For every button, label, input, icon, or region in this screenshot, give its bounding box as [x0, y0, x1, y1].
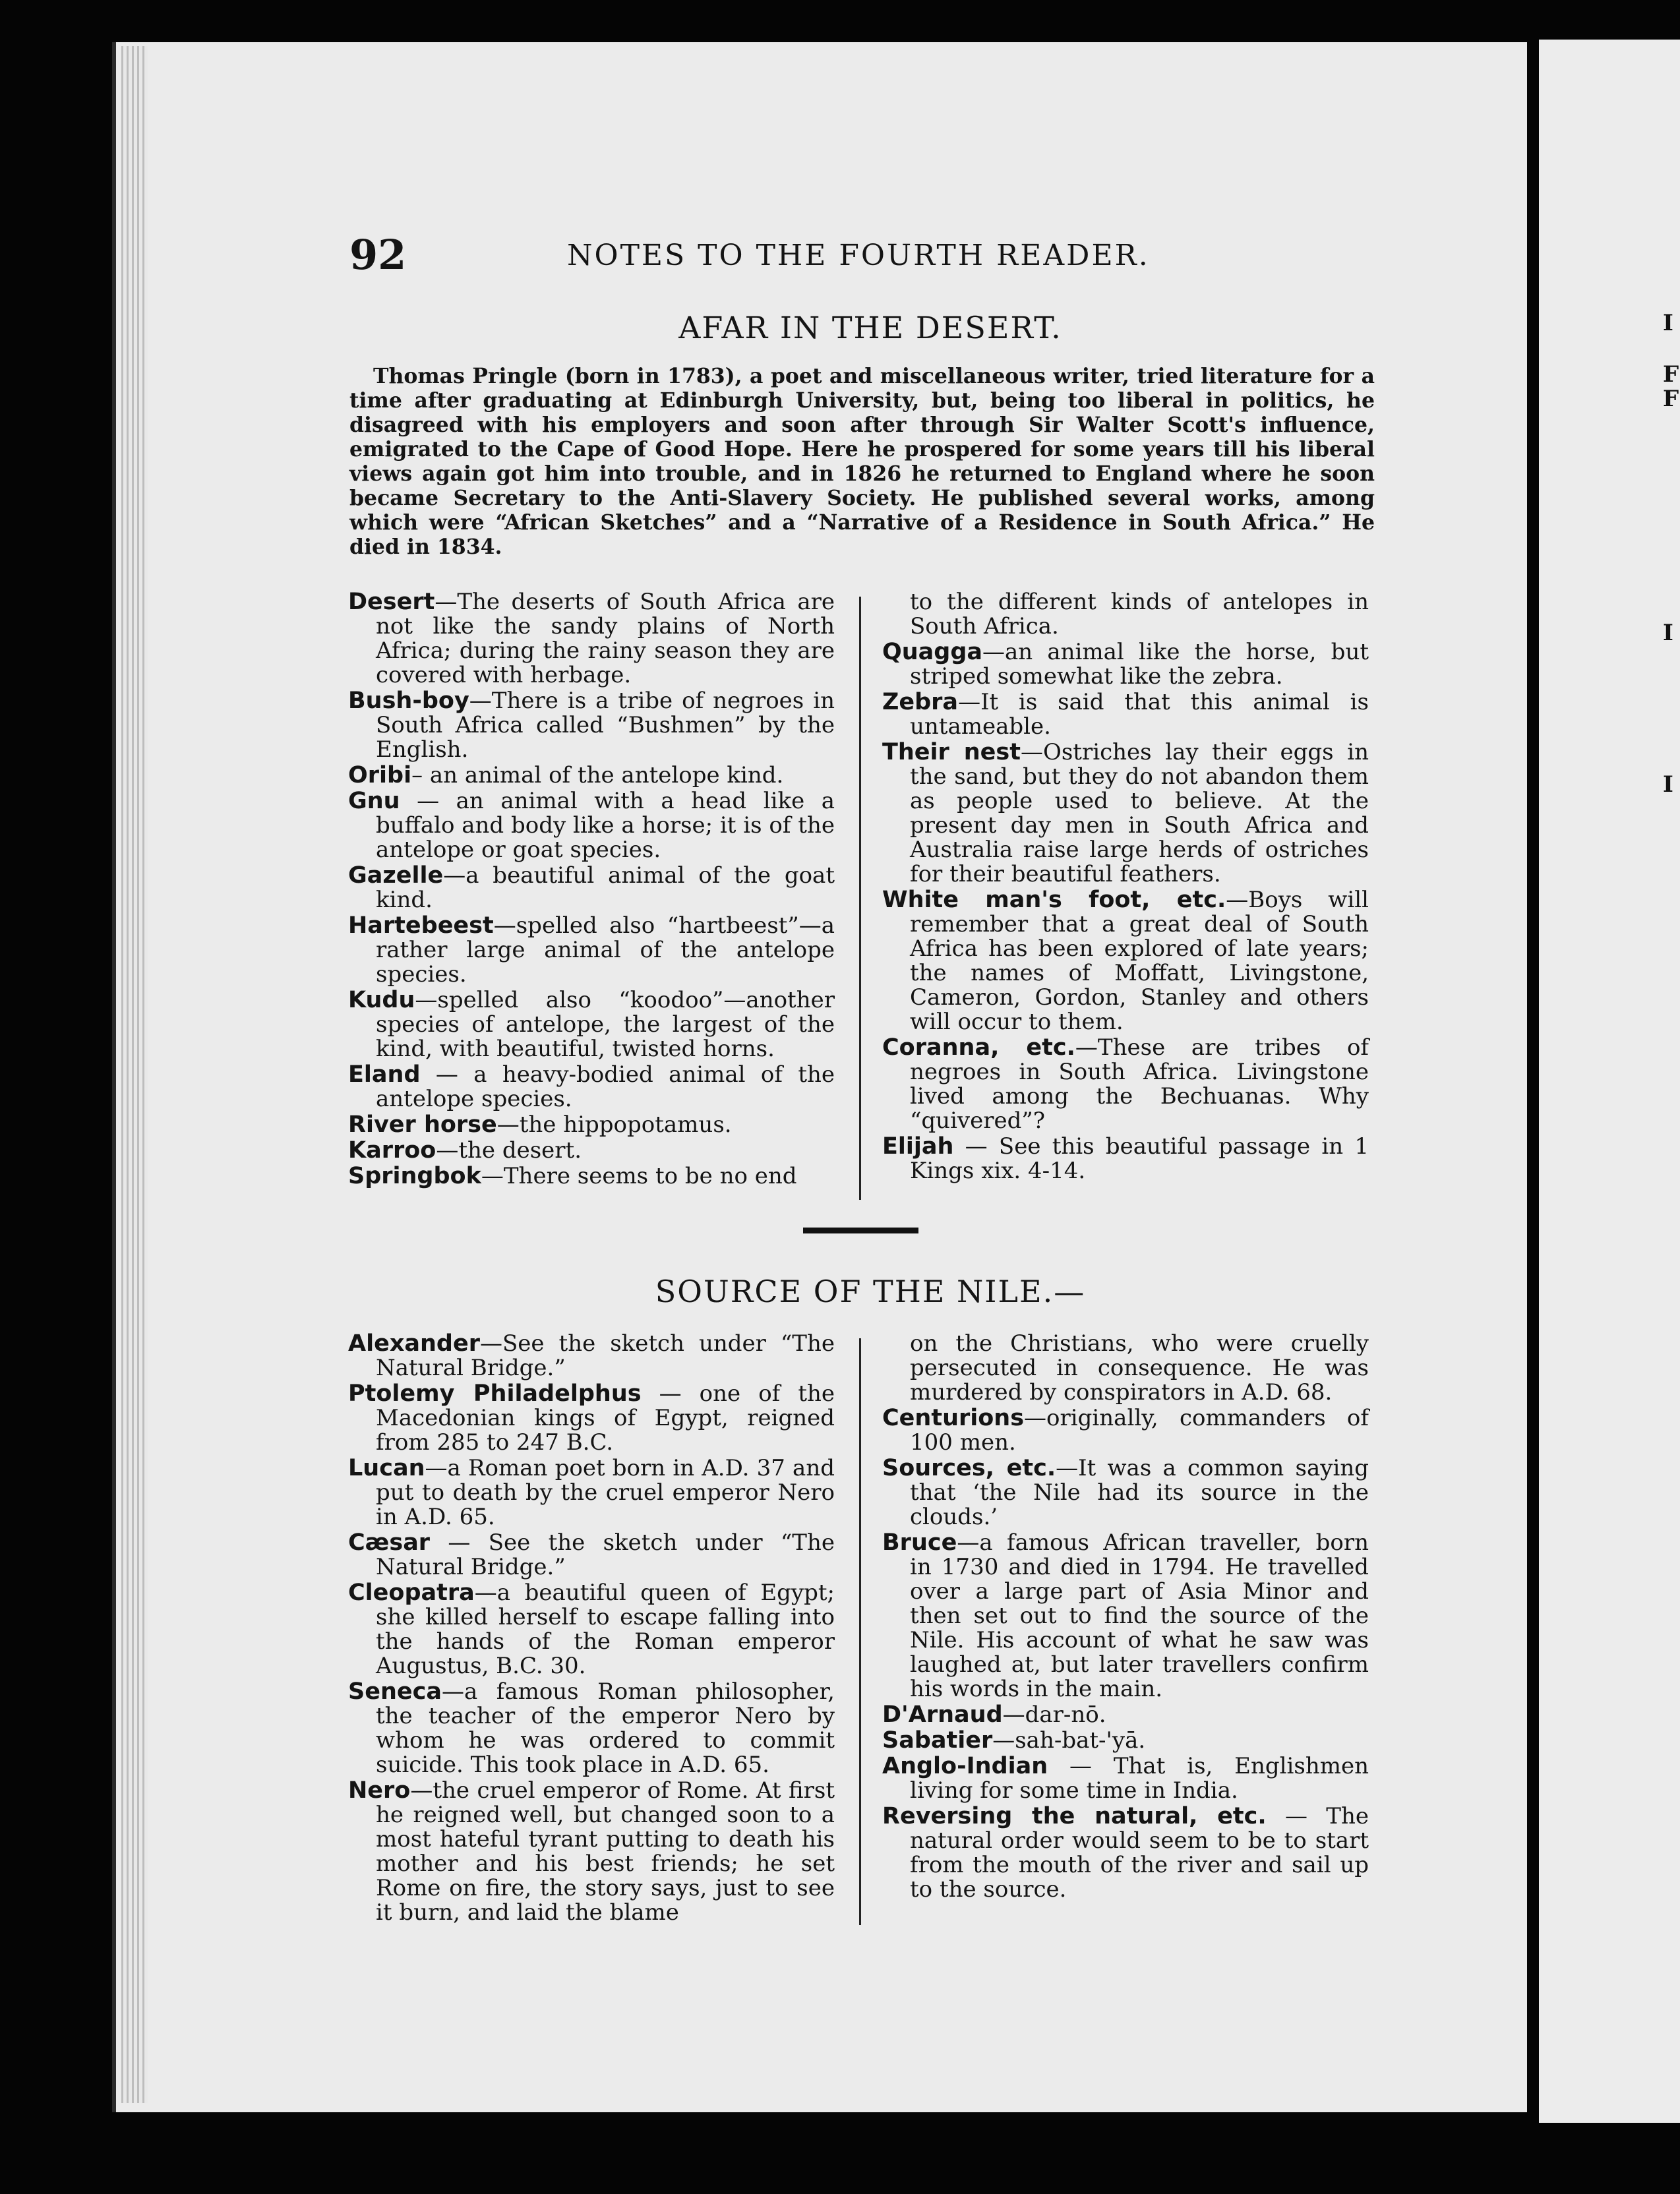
glossary-entry — [348, 914, 835, 987]
glossary-term: Centurions — [882, 1405, 1025, 1431]
section-title-afar: AFAR IN THE DESERT. — [678, 310, 1062, 345]
glossary-column-right — [882, 590, 1369, 1185]
glossary-term: Oribi — [348, 762, 412, 788]
glossary-entry — [882, 1729, 1369, 1753]
glossary-term: Elijah — [882, 1133, 954, 1160]
glossary-term: Hartebeest — [348, 912, 494, 939]
glossary-definition: —a Roman poet born in A.D. 37 and put to death by the cruel emperor Nero in A.D. 65. — [376, 1455, 835, 1530]
glossary-term: Karroo — [348, 1137, 436, 1164]
glossary-definition: —the hippopotamus. — [496, 1112, 732, 1138]
glossary-term: Sabatier — [882, 1727, 993, 1754]
section-title-nile: SOURCE OF THE NILE.— — [655, 1274, 1086, 1309]
facing-page-fragment: I — [1663, 620, 1673, 646]
glossary-definition: — a heavy-bodied animal of the antelope species. — [376, 1061, 835, 1112]
glossary-definition: —See the sketch under “The Natural Bridge.” — [376, 1330, 835, 1381]
glossary-entry — [882, 1135, 1369, 1183]
glossary-definition: — The natural order would seem to be to start from the mouth of the river and sail up to the source. — [910, 1803, 1369, 1903]
glossary-definition: —spelled also “koodoo”—another species of antelope, the largest of the kind, with beautiful, twisted horns. — [376, 987, 835, 1062]
glossary-definition: —Boys will remember that a great deal of South Africa has been explored of late years; the names of Moffatt, Livingstone, Cameron, Gordon, Stanley and others will occur to them. — [910, 887, 1369, 1035]
glossary-term: Bush-boy — [348, 688, 469, 714]
glossary-entry — [348, 864, 835, 912]
glossary-definition: – an animal of the antelope kind. — [411, 762, 784, 788]
glossary-term: White man's foot, etc. — [882, 887, 1226, 913]
glossary-term: Cleopatra — [348, 1580, 475, 1606]
glossary-entry — [348, 590, 835, 688]
glossary-term: Sources, etc. — [882, 1455, 1056, 1481]
glossary-entry — [348, 1531, 835, 1580]
glossary-definition: —It is said that this animal is untameable. — [910, 689, 1369, 740]
glossary-entry — [348, 1581, 835, 1678]
glossary-term: Coranna, etc. — [882, 1034, 1075, 1061]
glossary-entry — [348, 1382, 835, 1455]
glossary-term: Gnu — [348, 788, 400, 814]
glossary-column-left — [348, 1332, 835, 1926]
glossary-entry — [348, 1063, 835, 1112]
glossary-entry — [348, 1139, 835, 1163]
glossary-entry — [882, 740, 1369, 887]
glossary-term: Cæsar — [348, 1529, 431, 1556]
glossary-definition: —spelled also “hartbeest”—a rather large animal of the antelope species. — [376, 912, 835, 988]
glossary-definition: —the cruel emperor of Rome. At first he reigned well, but changed soon to a most hateful tyrant putting to death his mother and his best friends; he set Rome on fire, the story says, just to see it burn, and laid the blame — [376, 1777, 835, 1926]
glossary-entry — [882, 640, 1369, 689]
glossary-entry — [882, 1456, 1369, 1529]
glossary-definition: — an animal with a head like a buffalo and body like a horse; it is of the antelope or goat species. — [376, 788, 835, 863]
glossary-term: Their nest — [882, 739, 1021, 765]
facing-page-fragment: I — [1663, 310, 1673, 336]
glossary-term: Springbok — [348, 1163, 481, 1189]
glossary-definition: —These are tribes of negroes in South Africa. Livingstone lived among the Bechuanas. Why “quivered”? — [910, 1034, 1369, 1134]
glossary-entry — [348, 1456, 835, 1529]
glossary-definition: —an animal like the horse, but striped somewhat like the zebra. — [910, 639, 1369, 690]
glossary-entry — [348, 1332, 835, 1380]
glossary-entry — [882, 690, 1369, 739]
column-divider — [859, 1338, 861, 1925]
glossary-definition: —originally, commanders of 100 men. — [910, 1405, 1369, 1456]
glossary-entry — [882, 1703, 1369, 1727]
intro-paragraph: Thomas Pringle (born in 1783), a poet and miscellaneous writer, tried literature for a time after graduating at Edinburgh University, but, being too liberal in politics, he disagreed with his employers and soon after through Sir Walter Scott's influence, emigrated to the Cape of Good Hope. Here he prospered for some years till his liberal views again got him into trouble, and in 1826 he returned to England where he soon became Secretary to the Anti-Slavery Society. He published several works, among which were “African Sketches” and a “Narrative of a Residence in South Africa.” He died in 1834. — [349, 364, 1375, 559]
glossary-entry — [882, 1804, 1369, 1902]
glossary-term: Kudu — [348, 987, 415, 1013]
glossary-term: River horse — [348, 1112, 497, 1138]
glossary-entry — [882, 1036, 1369, 1133]
glossary-term: D'Arnaud — [882, 1702, 1003, 1728]
glossary-entry — [882, 888, 1369, 1034]
glossary-entry — [882, 1332, 1369, 1405]
glossary-definition: —a famous Roman philosopher, the teacher of the emperor Nero by whom he was ordered to commit suicide. This took place in A.D. 65. — [376, 1678, 835, 1778]
glossary-entry — [882, 1406, 1369, 1455]
facing-page-fragment: I — [1663, 771, 1673, 798]
glossary-column-left — [348, 590, 835, 1190]
glossary-entry — [348, 1164, 835, 1189]
page-header — [349, 231, 1378, 277]
section-rule — [803, 1228, 918, 1233]
glossary-definition: —Ostriches lay their eggs in the sand, but they do not abandon them as people used to believe. At the present day men in South Africa and Australia raise large herds of ostriches for their beautiful feathers. — [910, 739, 1369, 887]
glossary-term: Nero — [348, 1777, 411, 1804]
glossary-term: Bruce — [882, 1529, 957, 1556]
glossary-column-right — [882, 1332, 1369, 1903]
glossary-term: Alexander — [348, 1330, 480, 1357]
glossary-entry — [348, 988, 835, 1061]
glossary-term: Desert — [348, 589, 435, 615]
page-edge — [121, 46, 148, 2103]
glossary-entry — [348, 1680, 835, 1777]
glossary-definition: — See this beautiful passage in 1 Kings xix. 4-14. — [910, 1133, 1369, 1184]
glossary-definition: — one of the Macedonian kings of Egypt, reigned from 285 to 247 B.C. — [376, 1380, 835, 1456]
glossary-entry — [348, 689, 835, 762]
glossary-entry — [348, 763, 835, 788]
running-title: NOTES TO THE FOURTH READER. — [567, 239, 1150, 272]
glossary-entry — [882, 1754, 1369, 1803]
glossary-term: Gazelle — [348, 862, 444, 889]
glossary-term: Eland — [348, 1061, 421, 1088]
facing-page — [1539, 40, 1680, 2123]
glossary-definition: — See the sketch under “The Natural Bridge.” — [376, 1529, 835, 1580]
glossary-definition: —the desert. — [436, 1137, 582, 1164]
glossary-definition: —sah-bat-'yā. — [992, 1727, 1146, 1754]
glossary-definition: —It was a common saying that ‘the Nile had its source in the clouds.’ — [910, 1455, 1369, 1530]
glossary-term: Reversing the natural, etc. — [882, 1803, 1267, 1829]
glossary-term: Anglo-Indian — [882, 1753, 1048, 1779]
page-number: 92 — [349, 231, 407, 279]
glossary-definition: —The deserts of South Africa are not like the sandy plains of North Africa; during the rainy season they are covered with herbage. — [376, 589, 835, 688]
glossary-definition: on the Christians, who were cruelly persecuted in consequence. He was murdered by conspirators in A.D. 68. — [910, 1330, 1369, 1406]
glossary-term: Quagga — [882, 639, 983, 665]
column-divider — [859, 597, 861, 1200]
glossary-definition: —dar-nō. — [1002, 1702, 1106, 1728]
glossary-definition: —There seems to be no end — [481, 1163, 797, 1189]
glossary-definition: —a beautiful animal of the goat kind. — [376, 862, 835, 913]
glossary-term: Seneca — [348, 1678, 442, 1705]
facing-page-fragment: F — [1663, 361, 1679, 388]
facing-page-fragment: F — [1663, 386, 1679, 412]
glossary-definition: — That is, Englishmen living for some time in India. — [910, 1753, 1369, 1804]
glossary-term: Ptolemy Philadelphus — [348, 1380, 642, 1407]
glossary-entry — [348, 789, 835, 862]
glossary-term: Lucan — [348, 1455, 425, 1481]
glossary-definition: —There is a tribe of negroes in South Africa called “Bushmen” by the English. — [376, 688, 835, 763]
glossary-term: Zebra — [882, 689, 959, 715]
glossary-entry — [348, 1113, 835, 1137]
glossary-definition: —a famous African traveller, born in 1730 and died in 1794. He travelled over a large part of Asia Minor and then set out to find the source of the Nile. His account of what he saw was laughed at, but later travellers confirm his words in the main. — [910, 1529, 1369, 1702]
glossary-entry — [348, 1779, 835, 1925]
glossary-definition: —a beautiful queen of Egypt; she killed herself to escape falling into the hands of the Roman emperor Augustus, B.C. 30. — [376, 1580, 835, 1679]
glossary-entry — [882, 590, 1369, 639]
glossary-entry — [882, 1531, 1369, 1702]
glossary-definition: to the different kinds of antelopes in South Africa. — [910, 589, 1369, 639]
